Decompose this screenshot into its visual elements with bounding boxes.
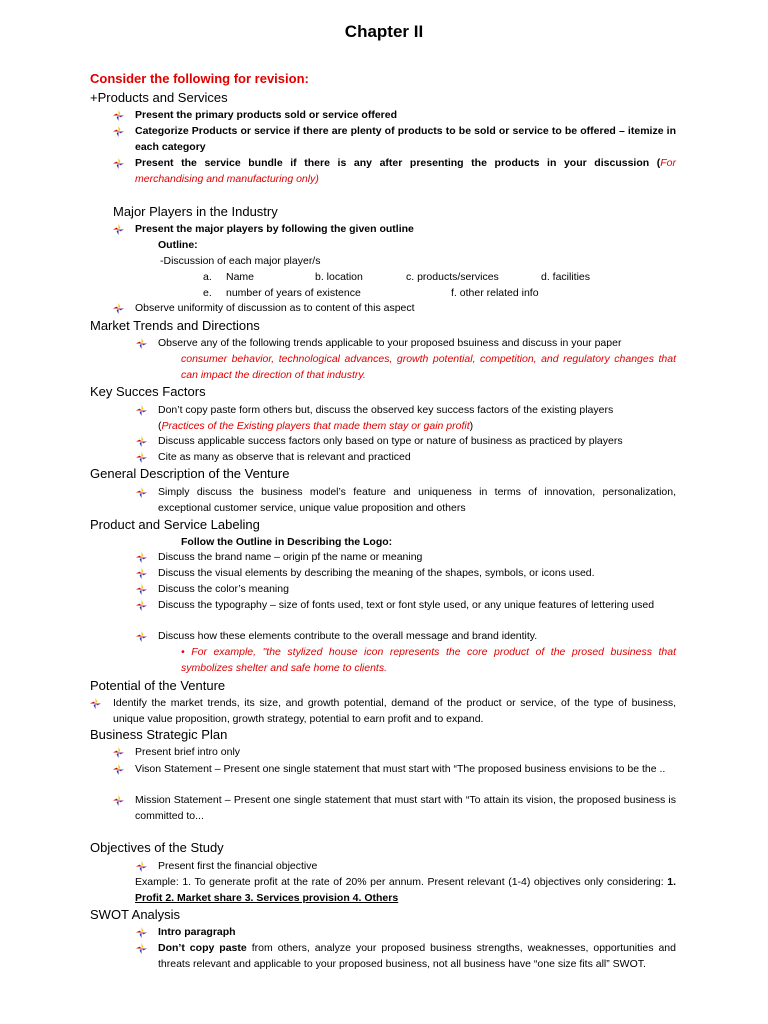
outline-label: Outline:	[158, 239, 198, 251]
bullet-icon	[136, 405, 147, 416]
bullet-text-cont: (Practices of the Existing players that made them stay or gain profit)	[158, 420, 474, 432]
bullet-text: Cite as many as observe that is relevant and practiced	[158, 451, 411, 463]
outline-e-marker: e.	[203, 287, 212, 299]
bullet-text: Intro paragraph	[158, 926, 236, 938]
bullet-text: Simply discuss the business model’s feature and uniqueness in terms of innovation, personalization, exceptional customer service, unique value proposition and others	[158, 486, 676, 514]
bullet-text: Discuss applicable success factors only based on type or nature of business as practiced by players	[158, 435, 623, 447]
outline-discussion: -Discussion of each major player/s	[160, 255, 321, 267]
bullet-icon	[113, 764, 124, 775]
bullet-text: Observe any of the following trends applicable to your proposed bsuiness and discuss in your paper	[158, 337, 622, 349]
outline-d: d. facilities	[541, 271, 591, 283]
revision-heading: Consider the following for revision:	[90, 71, 309, 86]
bullet-icon	[136, 927, 147, 938]
bullet-icon	[113, 110, 124, 121]
bullet-text: Present the primary products sold or service offered	[135, 109, 397, 121]
trends-note: consumer behavior, technological advances, growth potential, competition, and regulatory changes that can impact the direction of that industry.	[181, 353, 676, 381]
section-heading-products: +Products and Services	[90, 90, 228, 105]
bullet-icon	[113, 303, 124, 314]
outline-f: f. other related info	[451, 287, 539, 299]
bullet-text: Present the major players by following the given outline	[135, 223, 414, 235]
section-heading-major-players: Major Players in the Industry	[113, 204, 278, 219]
bullet-icon	[136, 436, 147, 447]
section-heading-objectives: Objectives of the Study	[90, 840, 224, 855]
bullet-text: Discuss the brand name – origin pf the name or meaning	[158, 551, 423, 563]
outline-a-marker: a.	[203, 271, 212, 283]
bullet-text: Discuss the typography – size of fonts used, text or font style used, or any unique features of lettering used	[158, 599, 655, 611]
bullet-icon	[136, 943, 147, 954]
bullet-icon	[113, 795, 124, 806]
bullet-text: Mission Statement – Present one single statement that must start with “To attain its vision, the proposed business is committed to...	[135, 794, 676, 822]
section-heading-key-success: Key Succes Factors	[90, 384, 206, 399]
bullet-icon	[136, 861, 147, 872]
outline-c: c. products/services	[406, 271, 499, 283]
bullet-icon	[113, 224, 124, 235]
bullet-icon	[136, 568, 147, 579]
outline-label: Follow the Outline in Describing the Logo:	[181, 536, 393, 548]
section-heading-market-trends: Market Trends and Directions	[90, 318, 260, 333]
outline-a: Name	[226, 271, 255, 283]
section-heading-potential: Potential of the Venture	[90, 678, 226, 693]
section-heading-strategic-plan: Business Strategic Plan	[90, 727, 228, 742]
bullet-icon	[136, 584, 147, 595]
bullet-text: Categorize Products or service if there are plenty of products to be sold or service to be offered – itemize in each category	[135, 125, 676, 153]
section-heading-labeling: Product and Service Labeling	[90, 517, 260, 532]
bullet-icon	[113, 158, 124, 169]
page-title: Chapter II	[344, 22, 424, 41]
bullet-text: Discuss how these elements contribute to the overall message and brand identity.	[158, 630, 538, 642]
bullet-text: Don’t copy paste from others, analyze your proposed business strengths, weaknesses, opportunities and threats relevant and applicable to your proposed business, not all business have “one size fits all” SWOT.	[158, 942, 676, 970]
bullet-text: Observe uniformity of discussion as to content of this aspect	[135, 302, 415, 314]
bullet-icon	[136, 552, 147, 563]
outline-e: number of years of existence	[226, 287, 361, 299]
bullet-icon	[90, 698, 101, 709]
section-heading-general-description: General Description of the Venture	[90, 466, 290, 481]
bullet-icon	[136, 338, 147, 349]
objectives-example: Example: 1. To generate profit at the rate of 20% per annum. Present relevant (1-4) objectives only considering: 1. Profit 2. Market share 3. Services provision 4. Others	[135, 876, 676, 904]
bullet-text: Present the service bundle if there is any after presenting the products in your discussion (For merchandising and manufacturing only)	[135, 157, 676, 185]
bullet-text: Don’t copy paste form others but, discuss the observed key success factors of the existing players	[158, 404, 614, 416]
bullet-icon	[136, 487, 147, 498]
bullet-icon	[136, 452, 147, 463]
outline-b: b. location	[315, 271, 363, 283]
bullet-text: Present first the financial objective	[158, 860, 318, 872]
bullet-icon	[136, 600, 147, 611]
bullet-icon	[136, 631, 147, 642]
bullet-text: Identify the market trends, its size, and growth potential, demand of the product or service, of the type of business, unique value proposition, growth strategy, potential to earn profit and to expand.	[113, 697, 676, 725]
bullet-text: Discuss the color’s meaning	[158, 583, 289, 595]
bullet-icon	[113, 126, 124, 137]
section-heading-swot: SWOT Analysis	[90, 907, 181, 922]
bullet-icon	[113, 747, 124, 758]
bullet-text: Discuss the visual elements by describing the meaning of the shapes, symbols, or icons used.	[158, 567, 595, 579]
labeling-example: • For example, "the stylized house icon represents the core product of the prosed business that symbolizes shelter and safe home to clients.	[181, 646, 676, 674]
bullet-text: Present brief intro only	[135, 746, 241, 758]
bullet-text: Vison Statement – Present one single statement that must start with “The proposed business envisions to be the ..	[135, 763, 666, 775]
